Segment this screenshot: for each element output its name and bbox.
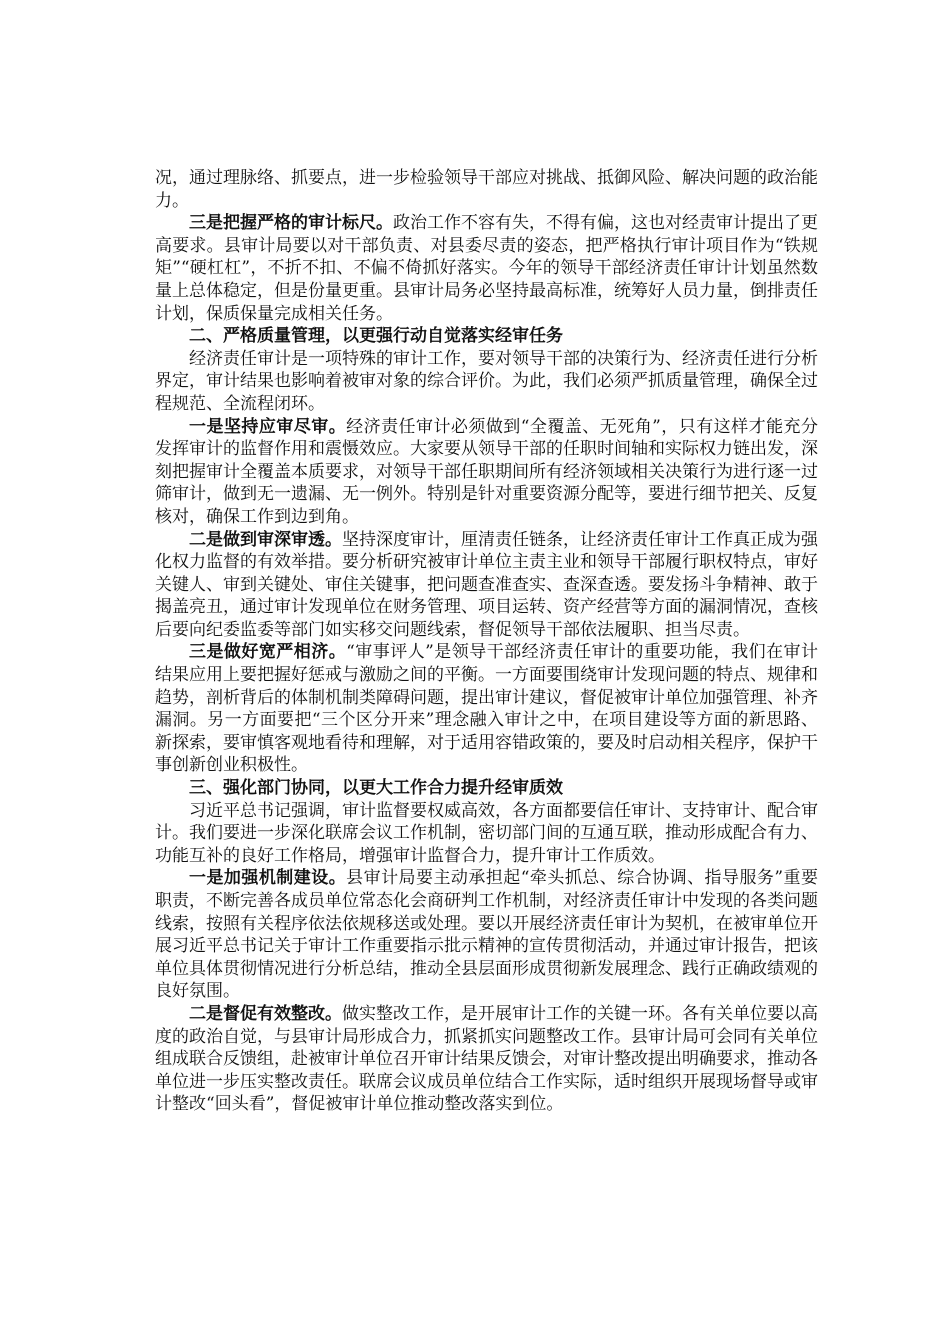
paragraph-text: 况，通过理脉络、抓要点，进一步检验领导干部应对挑战、抵御风险、解决问题的政治能力。: [155, 168, 818, 211]
heading-text: 二、严格质量管理，以更强行动自觉落实经审任务: [189, 326, 563, 347]
section-heading-3: [155, 777, 818, 800]
paragraph-item-deep-audit: [155, 529, 818, 642]
paragraph-text: 经济责任审计必须做到“全覆盖、无死角”，只有这样才能充分发挥审计的监督作用和震慑效应。大家要从领导干部的任职时间轴和实际权力链出发，深刻把握审计全覆盖本质要求，对领导干部任职期间所有经济领域相关决策行为进行逐一过筛审计，做到无一遗漏、无一例外。特别是针对重要资源分配等，要进行细节把关、反复核对，确保工作到边到角。: [155, 416, 818, 527]
paragraph-lead: 二是做到审深审透。: [189, 529, 342, 550]
section-heading-2: [155, 325, 818, 348]
paragraph-lead: 一是坚持应审尽审。: [189, 416, 347, 437]
paragraph-lead: 二是督促有效整改。: [189, 1003, 342, 1024]
paragraph-text: 政治工作不容有失，不得有偏，这也对经责审计提出了更高要求。县审计局要以对干部负责、对县委尽责的姿态，把严格执行审计项目作为“铁规矩”“硬杠杠”，不折不扣、不偏不倚抓好落实。今年的领导干部经济责任审计计划虽然数量上总体稳定，但是份量更重。县审计局务必坚持最高标准，统筹好人员力量，倒排责任计划，保质保量完成相关任务。: [155, 213, 818, 324]
paragraph-text: 做实整改工作，是开展审计工作的关键一环。各有关单位要以高度的政治自觉，与县审计局形成合力，抓紧抓实问题整改工作。县审计局可会同有关单位组成联合反馈组，赴被审计单位召开审计结果反馈会，对审计整改提出明确要求，推动各单位进一步压实整改责任。联席会议成员单位结合工作实际，适时组织开展现场督导或审计整改“回头看”，督促被审计单位推动整改落实到位。: [155, 1003, 818, 1115]
paragraph-item-full-coverage: [155, 416, 818, 529]
document-page: [155, 167, 818, 1116]
paragraph-text: 县审计局要主动承担起“牵头抓总、综合协调、指导服务”重要职责，不断完善各成员单位常态化会商研判工作机制，对经济责任审计中发现的各类问题线索，按照有关程序依法依规移送或处理。要以开展经济责任审计为契机，在被审单位开展习近平总书记关于审计工作重要指示批示精神的宣传贯彻活动，并通过审计报告，把该单位具体贯彻情况进行分析总结，推动全县层面形成贯彻新发展理念、践行正确政绩观的良好氛围。: [155, 868, 818, 1002]
paragraph-text: 习近平总书记强调，审计监督要权威高效，各方面都要信任审计、支持审计、配合审计。我们要进一步深化联席会议工作机制，密切部门间的互通互联，推动形成配合有力、功能互补的良好工作格局，增强审计监督合力，提升审计工作质效。: [155, 800, 818, 866]
paragraph-item-mechanism: [155, 867, 818, 1003]
paragraph-text: 经济责任审计是一项特殊的审计工作，要对领导干部的决策行为、经济责任进行分析界定，审计结果也影响着被审对象的综合评价。为此，我们必须严抓质量管理，确保全过程规范、全流程闭环。: [155, 348, 818, 414]
heading-text: 三、强化部门协同，以更大工作合力提升经审质效: [189, 778, 563, 799]
paragraph-lead: 三是做好宽严相济。: [189, 642, 347, 663]
paragraph-continuation: [155, 167, 818, 212]
paragraph-item-balance: [155, 641, 818, 777]
paragraph-body-quality: [155, 348, 818, 416]
paragraph-item-rectification: [155, 1003, 818, 1116]
paragraph-text: “审事评人”是领导干部经济责任审计的重要功能，我们在审计结果应用上要把握好惩戒与激励之间的平衡。一方面要围绕审计发现问题的特点、规律和趋势，剖析背后的体制机制类障碍问题，提出审计建议，督促被审计单位加强管理、补齐漏洞。另一方面要把“三个区分开来”理念融入审计之中，在项目建设等方面的新思路、新探索，要审慎客观地看待和理解，对于适用容错政策的，要及时启动相关程序，保护干事创新创业积极性。: [155, 642, 818, 776]
paragraph-lead: 一是加强机制建设。: [189, 868, 347, 889]
paragraph-lead: 三是把握严格的审计标尺。: [189, 213, 393, 234]
paragraph-item-three-standards: [155, 212, 818, 325]
paragraph-body-coordination: [155, 800, 818, 868]
paragraph-text: 坚持深度审计，厘清责任链条，让经济责任审计工作真正成为强化权力监督的有效举措。要分析研究被审计单位主责主业和领导干部履行职权特点，审好关键人、审到关键处、审住关键事，把问题查准查实、查深查透。要发扬斗争精神、敢于揭盖亮丑，通过审计发现单位在财务管理、项目运转、资产经营等方面的漏洞情况，查核后要向纪委监委等部门如实移交问题线索，督促领导干部依法履职、担当尽责。: [155, 529, 818, 640]
